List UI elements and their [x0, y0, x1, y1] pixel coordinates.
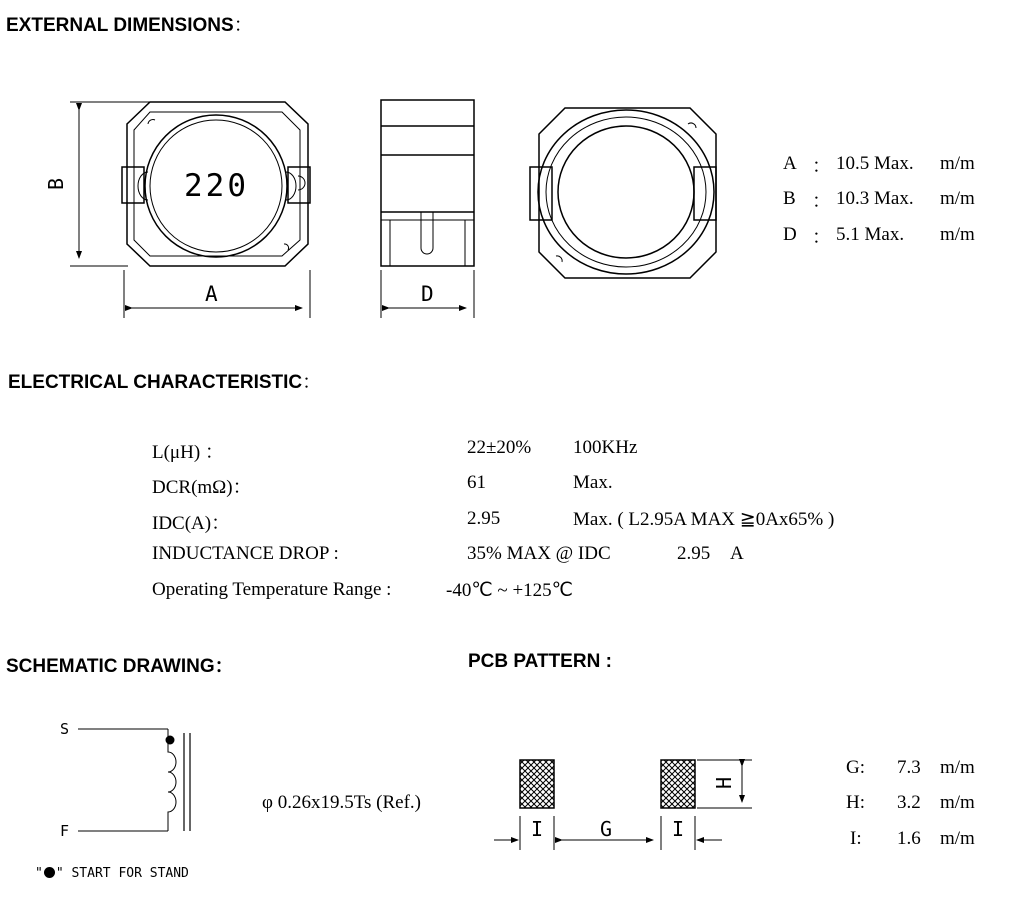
pcb-dim-key: H:: [846, 792, 865, 813]
pcb-dim-key: G:: [846, 757, 865, 778]
winding-spec: φ 0.26x19.5Ts (Ref.): [262, 792, 421, 813]
start-dot-legend: " " START FOR STAND: [35, 866, 189, 881]
dimension-label-d: D: [421, 282, 434, 306]
dcr-value: 61: [467, 472, 486, 493]
inductance-drop-label: INDUCTANCE DROP :: [152, 543, 339, 564]
idc-label: IDC(A)：: [152, 513, 231, 534]
external-dimensions-heading: EXTERNAL DIMENSIONS：: [6, 15, 253, 36]
finish-terminal-label: F: [60, 822, 70, 840]
pcb-label-i-right: I: [672, 817, 685, 841]
pcb-dim-unit: m/m: [940, 828, 975, 849]
pcb-dim-key: I:: [850, 828, 862, 849]
schematic-symbol: [78, 729, 190, 831]
dcr-qualifier: Max.: [573, 472, 613, 493]
inductance-drop-unit: A: [730, 543, 744, 564]
dim-key: B: [783, 188, 796, 209]
pcb-label-h: H: [712, 776, 737, 790]
pcb-pattern-heading: PCB PATTERN :: [468, 651, 612, 672]
inductance-drop-value: 35% MAX @ IDC: [467, 543, 611, 564]
pcb-dim-value: 3.2: [897, 792, 921, 813]
idc-note: Max. ( L2.95A MAX ≧0Ax65% ): [573, 509, 835, 530]
temperature-label: Operating Temperature Range :: [152, 579, 392, 600]
inductance-frequency: 100KHz: [573, 437, 638, 458]
dim-value: 5.1 Max.: [836, 224, 905, 245]
dimension-label-b: B: [44, 177, 69, 191]
idc-value: 2.95: [467, 508, 501, 529]
bottom-view: [530, 108, 716, 278]
inductance-value: 22±20%: [467, 437, 532, 458]
dim-unit: m/m: [940, 224, 975, 245]
front-view: [70, 102, 310, 318]
schematic-drawing-heading: SCHEMATIC DRAWING：: [6, 656, 234, 677]
inductance-label: L(μH) ：: [152, 442, 224, 463]
dim-sep: ：: [812, 156, 832, 177]
pcb-dim-value: 7.3: [897, 757, 921, 778]
dim-unit: m/m: [940, 153, 975, 174]
pcb-dim-unit: m/m: [940, 757, 975, 778]
start-dot-icon: [44, 867, 55, 878]
start-terminal-label: S: [60, 720, 70, 738]
inductance-drop-current: 2.95: [677, 543, 711, 564]
dim-value: 10.5 Max.: [836, 153, 914, 174]
dim-unit: m/m: [940, 188, 975, 209]
part-marking: 220: [184, 168, 249, 204]
electrical-characteristic-heading: ELECTRICAL CHARACTERISTIC：: [8, 372, 322, 393]
dim-key: D: [783, 224, 797, 245]
pcb-label-i-left: I: [531, 817, 544, 841]
dcr-label: DCR(mΩ)：: [152, 477, 252, 498]
dim-key: A: [783, 153, 797, 174]
pcb-dim-unit: m/m: [940, 792, 975, 813]
winding-start-dot: [166, 736, 175, 745]
dim-value: 10.3 Max.: [836, 188, 914, 209]
dim-sep: ：: [812, 191, 832, 212]
dimension-label-a: A: [205, 282, 218, 306]
pcb-dim-value: 1.6: [897, 828, 921, 849]
pcb-label-g: G: [600, 817, 613, 841]
temperature-value: -40℃ ~ +125℃: [446, 580, 573, 601]
dim-sep: ：: [812, 227, 832, 248]
